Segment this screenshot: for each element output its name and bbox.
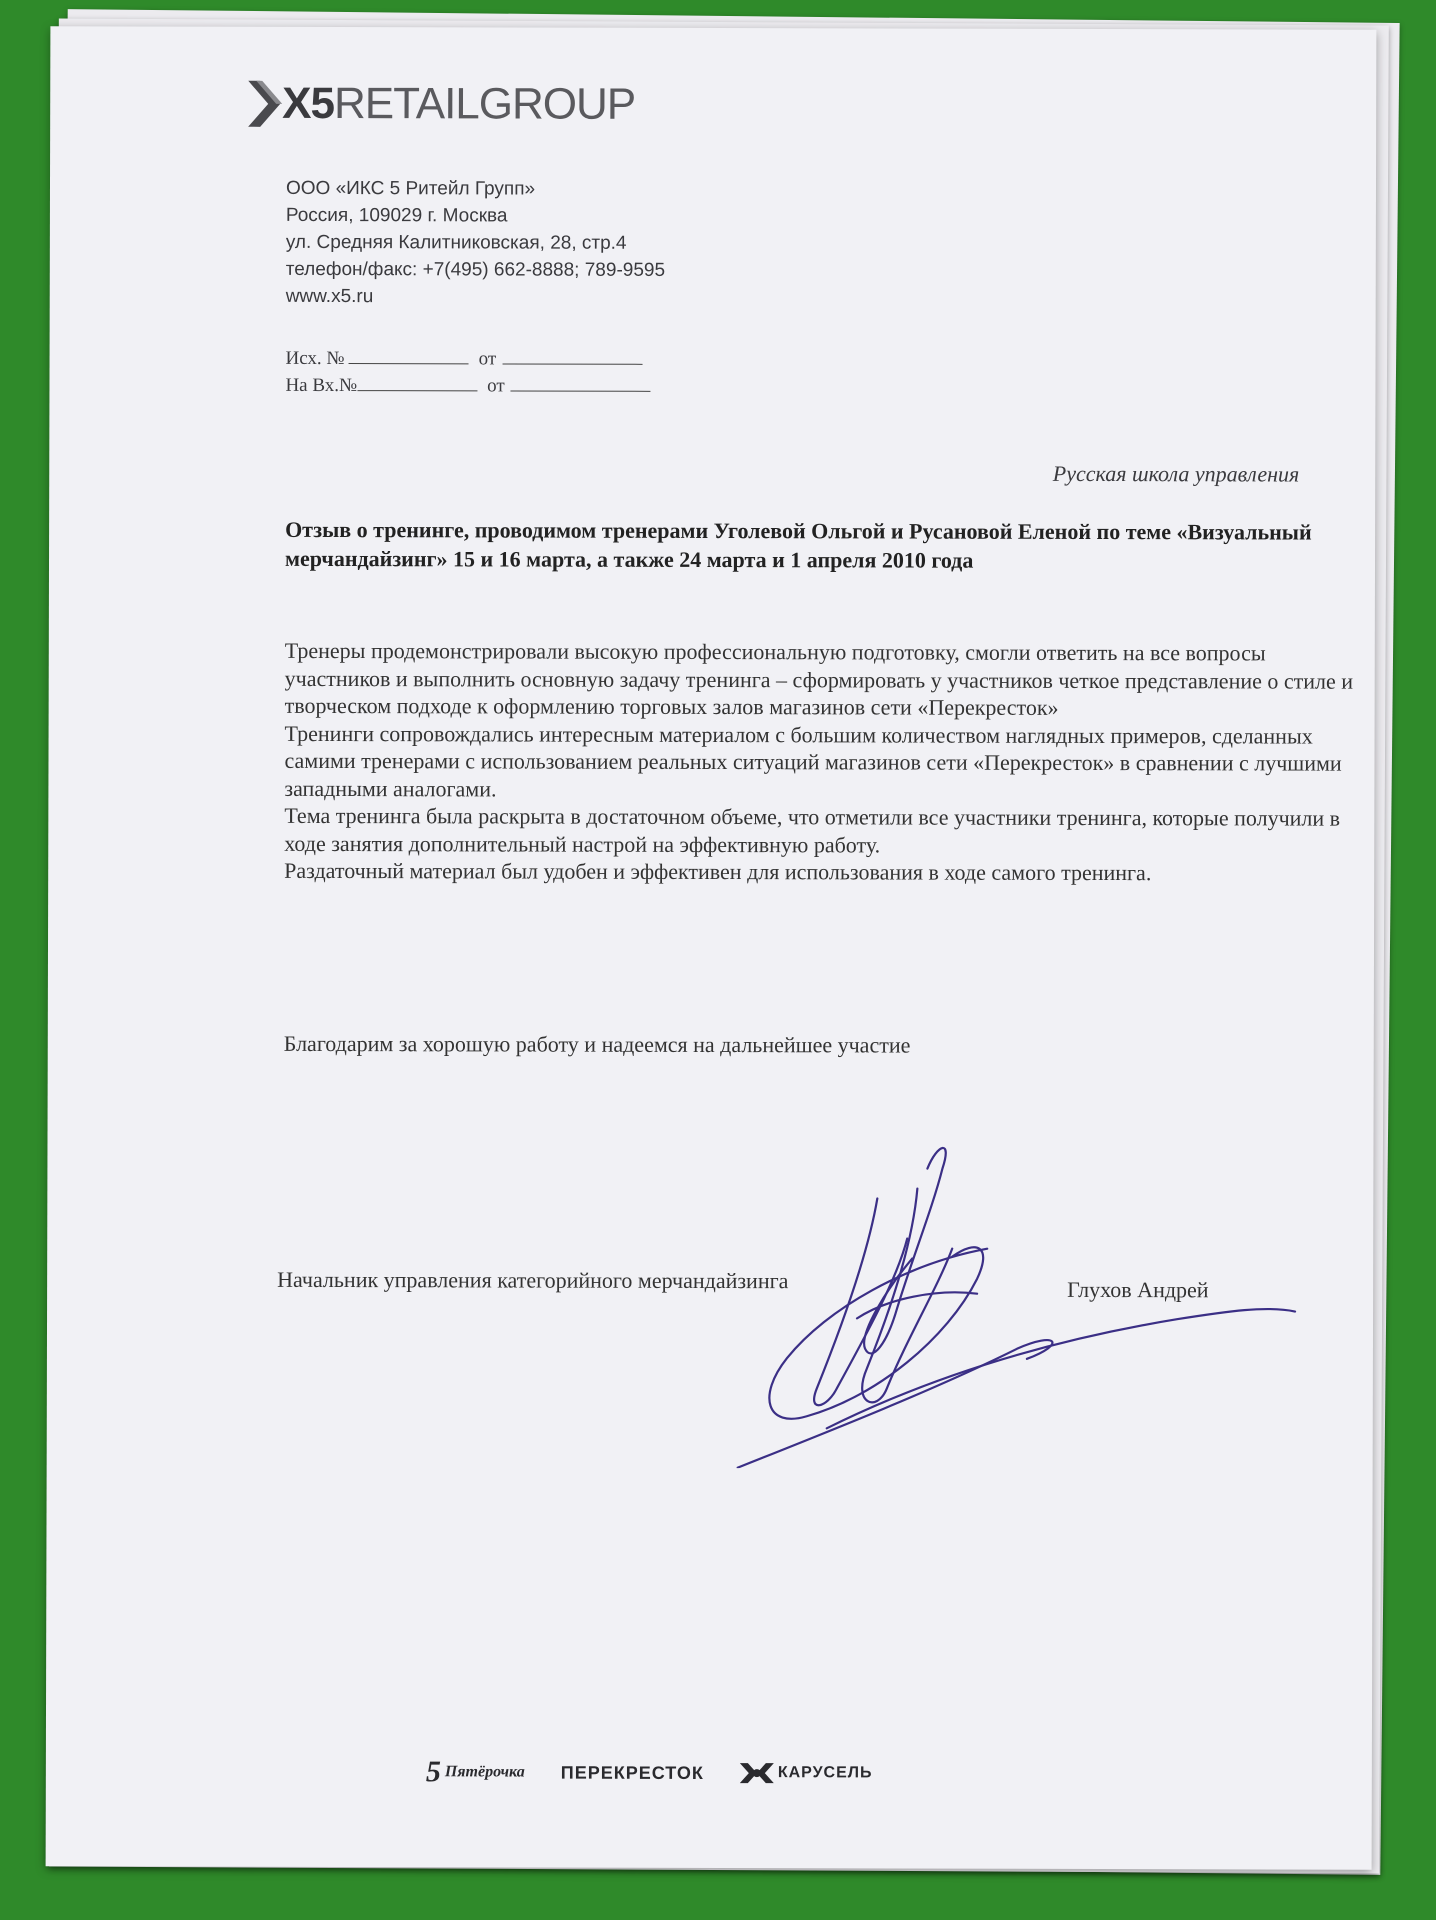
letter-title: Отзыв о тренинге, проводимом тренерами Уголевой Ольгой и Русановой Еленой по теме «Визуальный мерчандайзинг» 15 и 16 марта, а также 24 марта и 1 апреля 2010 года [284,516,1312,573]
outgoing-ref-blank [349,345,469,364]
brand-karusel [740,1761,873,1785]
company-address-line2: ул. Средняя Калитниковская, 28, стр.4 [285,231,627,254]
letter-sheet [46,26,1377,1869]
pyaterochka-label: Пятёрочка [444,1763,525,1781]
brand-pyaterochka [426,1755,525,1789]
letter-body [284,637,1361,887]
karusel-label: КАРУСЕЛЬ [777,1764,873,1782]
x5-retail-group-logo [246,79,635,130]
outgoing-ref-row [286,345,651,373]
incoming-date-label: от [487,375,505,397]
body-paragraph: Тренинги сопровождались интересным материалом с большим количеством наглядных примеров, сделанных самими тренерами с использованием реальных ситуаций магазинов сети «Перекресток» в сравнении с лучшими западными аналогами. [284,720,1342,801]
outgoing-date-label: от [478,348,497,370]
incoming-date-blank [511,372,651,391]
reference-numbers [285,345,650,400]
handwritten-signature [737,1138,1298,1469]
pyaterochka-number: 5 [425,1755,441,1789]
chevron-logo-icon [246,79,282,129]
body-paragraph: Раздаточный материал был удобен и эффективен для использования в ходе самого тренинга. [284,857,1152,886]
footer-brands [426,1755,873,1790]
outgoing-ref-label: Исх. № [285,347,345,370]
perekrestok-label: ПЕРЕКРЕСТОК [560,1762,704,1783]
company-name: ООО «ИКС 5 Ритейл Групп» [285,177,536,200]
company-phone: телефон/факс: +7(495) 662-8888; 789-9595 [285,258,666,281]
logo-wordmark [282,78,636,129]
body-paragraph: Тема тренинга была раскрыта в достаточном объеме, что отметили все участники тренинга, которые получили в ходе занятия дополнительный настрой на эффективную работу. [284,802,1341,857]
incoming-ref-label: На Вх.№ [285,374,358,397]
brand-perekrestok [561,1762,704,1783]
logo-group: GROUP [478,79,636,129]
company-website: www.x5.ru [285,285,374,308]
logo-x5: X5 [282,78,335,129]
incoming-ref-blank [357,372,477,391]
logo-retail: RETAIL [333,79,479,129]
thanks-line: Благодарим за хорошую работу и надеемся на дальнейшее участие [283,1030,911,1058]
body-paragraph: Тренеры продемонстрировали высокую профессиональную подготовку, смогли ответить на все вопросы участников и выполнить основную задачу тренинга – сформировать у участников четкое представление о стиле и творческом подходе к оформлению торговых залов магазинов сети «Перекресток» [284,637,1354,720]
incoming-ref-row [285,372,650,400]
signatory-name: Глухов Андрей [1067,1276,1209,1303]
addressee: Русская школа управления [1052,460,1300,487]
signatory-position: Начальник управления категорийного мерчандайзинга [277,1266,789,1294]
company-address-line1: Россия, 109029 г. Москва [285,204,508,227]
outgoing-date-blank [502,345,642,364]
company-details [286,175,666,311]
karusel-icon [740,1761,774,1785]
